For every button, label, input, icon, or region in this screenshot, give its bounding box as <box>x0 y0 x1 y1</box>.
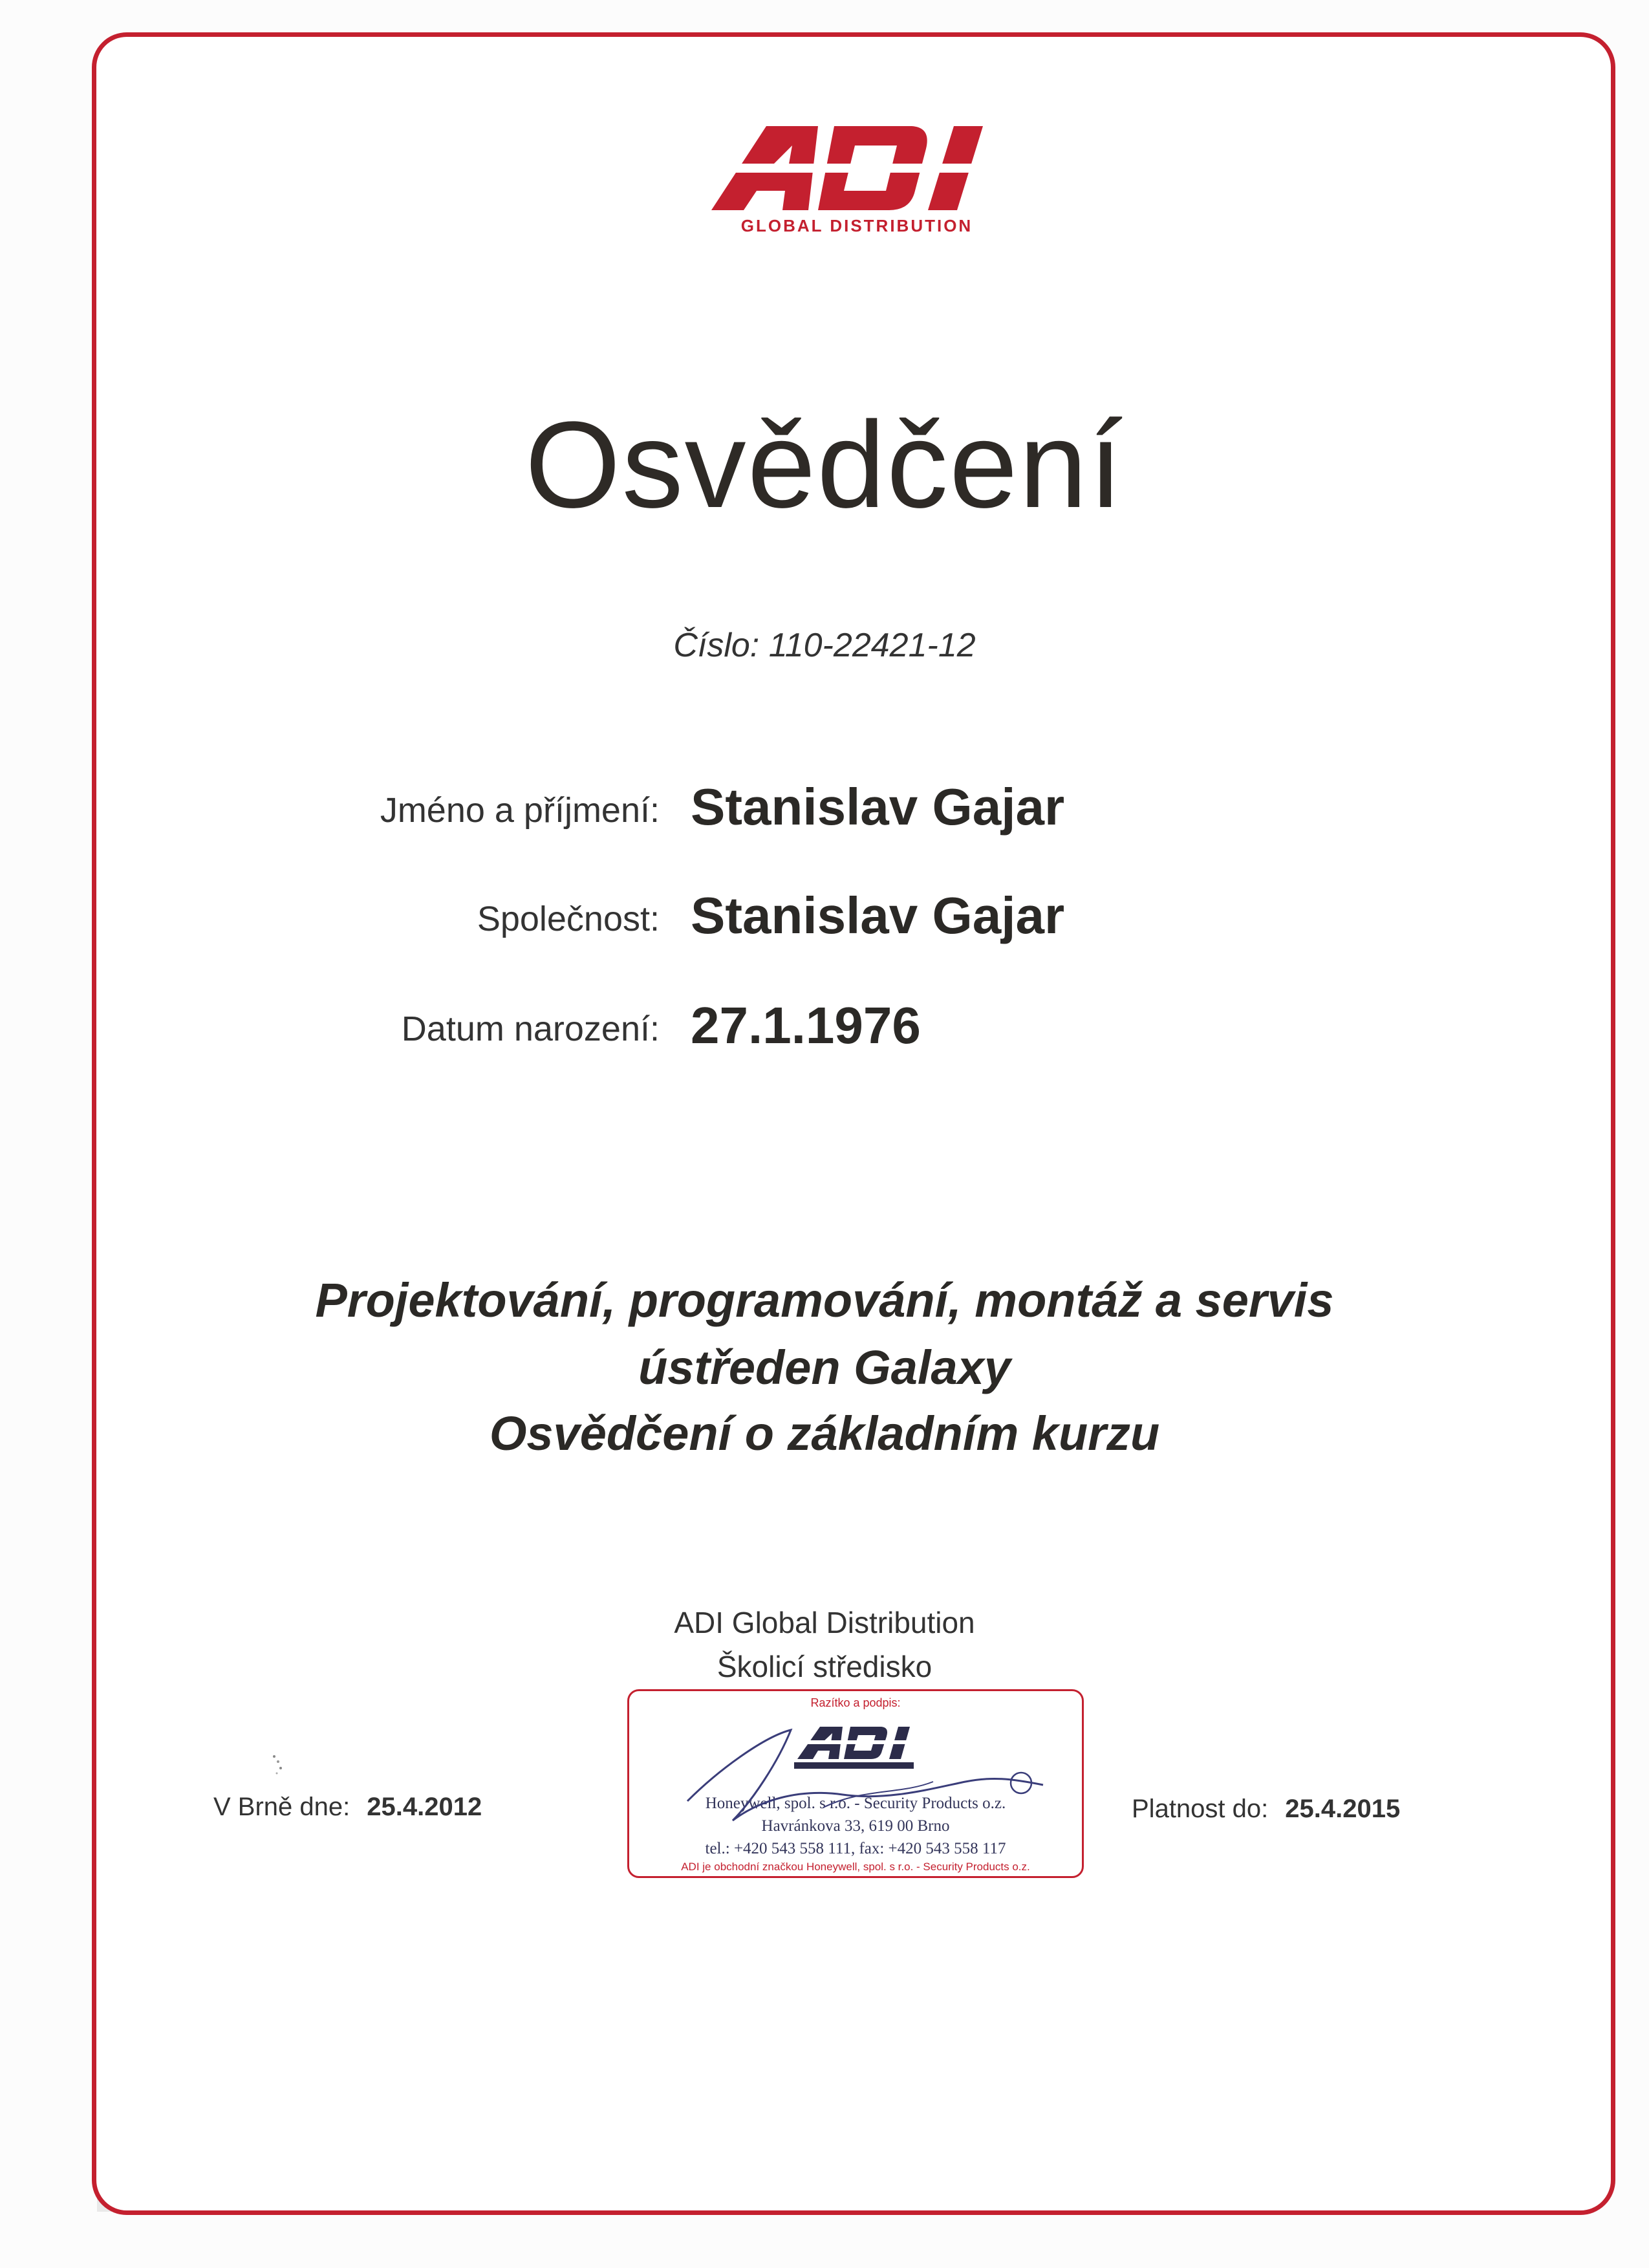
field-label-birthdate: Datum narození: <box>401 1010 660 1048</box>
stamp-caption: Razítko a podpis: <box>810 1696 901 1709</box>
field-value-name: Stanislav Gajar <box>691 778 1065 836</box>
scan-speck <box>270 1753 286 1778</box>
certificate-title: Osvědčení <box>524 396 1125 534</box>
issue-date-label: V Brně dne: <box>213 1793 350 1821</box>
stamp-footer: ADI je obchodní značkou Honeywell, spol. s r.o. - Security Products o.z. <box>681 1861 1030 1873</box>
validity-date <box>1132 1795 1400 1824</box>
course-line-2: ústředen Galaxy <box>638 1341 1011 1394</box>
handwritten-signature <box>629 1691 1086 1880</box>
course-line-1: Projektování, programování, montáž a servis <box>315 1273 1334 1327</box>
stamp-line-2: Havránkova 33, 619 00 Brno <box>761 1817 950 1835</box>
stamp-box <box>627 1689 1084 1878</box>
validity-date-value: 25.4.2015 <box>1285 1795 1401 1823</box>
field-label-name: Jméno a příjmení: <box>380 791 660 830</box>
issue-date-value: 25.4.2012 <box>367 1793 482 1821</box>
field-label-company: Společnost: <box>477 900 660 938</box>
issuer-name: ADI Global Distribution <box>674 1606 975 1639</box>
stamp-line-3: tel.: +420 543 558 111, fax: +420 543 558 117 <box>705 1840 1006 1857</box>
issuer-department: Školicí středisko <box>717 1650 932 1683</box>
logo-subtitle: GLOBAL DISTRIBUTION <box>740 216 973 235</box>
field-value-company: Stanislav Gajar <box>691 887 1065 944</box>
course-line-3: Osvědčení o základním kurzu <box>489 1407 1160 1460</box>
issue-date <box>213 1793 482 1822</box>
certificate-number: Číslo: 110-22421-12 <box>673 627 976 664</box>
stamp-line-1: Honeywell, spol. s r.o. - Security Products o.z. <box>705 1795 1006 1812</box>
validity-date-label: Platnost do: <box>1132 1795 1269 1823</box>
certificate-border <box>92 32 1615 2215</box>
field-value-birthdate: 27.1.1976 <box>691 997 921 1054</box>
